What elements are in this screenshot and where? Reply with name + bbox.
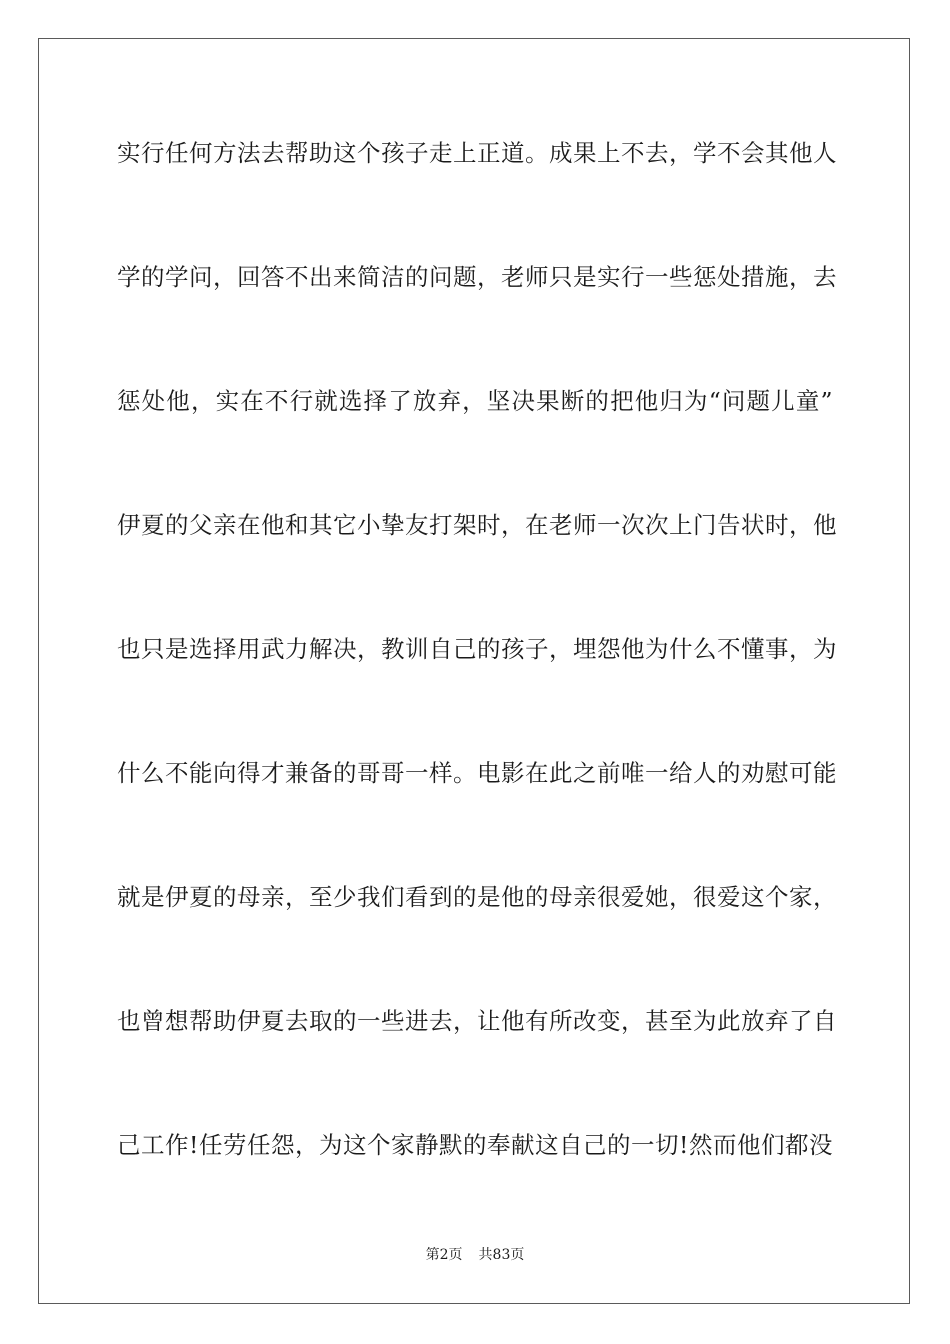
text-line-2: 学的学问，回答不出来简洁的问题，老师只是实行一些惩处措施，去	[117, 263, 837, 291]
page-number: 第2页	[425, 1247, 463, 1263]
text-line-9: 己工作!任劳任怨，为这个家静默的奉献这自己的一切!然而他们都没	[117, 1131, 833, 1159]
text-line-4: 伊夏的父亲在他和其它小挚友打架时，在老师一次次上门告状时，他	[117, 511, 837, 539]
text-line-1: 实行任何方法去帮助这个孩子走上正道。成果上不去，学不会其他人	[117, 139, 837, 167]
page-footer	[0, 1246, 950, 1264]
text-line-7: 就是伊夏的母亲，至少我们看到的是他的母亲很爱她，很爱这个家，	[117, 883, 837, 911]
total-pages: 共83页	[478, 1247, 525, 1263]
text-line-5: 也只是选择用武力解决，教训自己的孩子，埋怨他为什么不懂事，为	[117, 635, 837, 663]
page-border	[38, 38, 910, 1304]
text-line-6: 什么不能向得才兼备的哥哥一样。电影在此之前唯一给人的劝慰可能	[117, 759, 837, 787]
text-line-8: 也曾想帮助伊夏去取的一些进去，让他有所改变，甚至为此放弃了自	[117, 1007, 837, 1035]
text-line-3: 惩处他，实在不行就选择了放弃，坚决果断的把他归为“问题儿童”	[117, 387, 833, 415]
